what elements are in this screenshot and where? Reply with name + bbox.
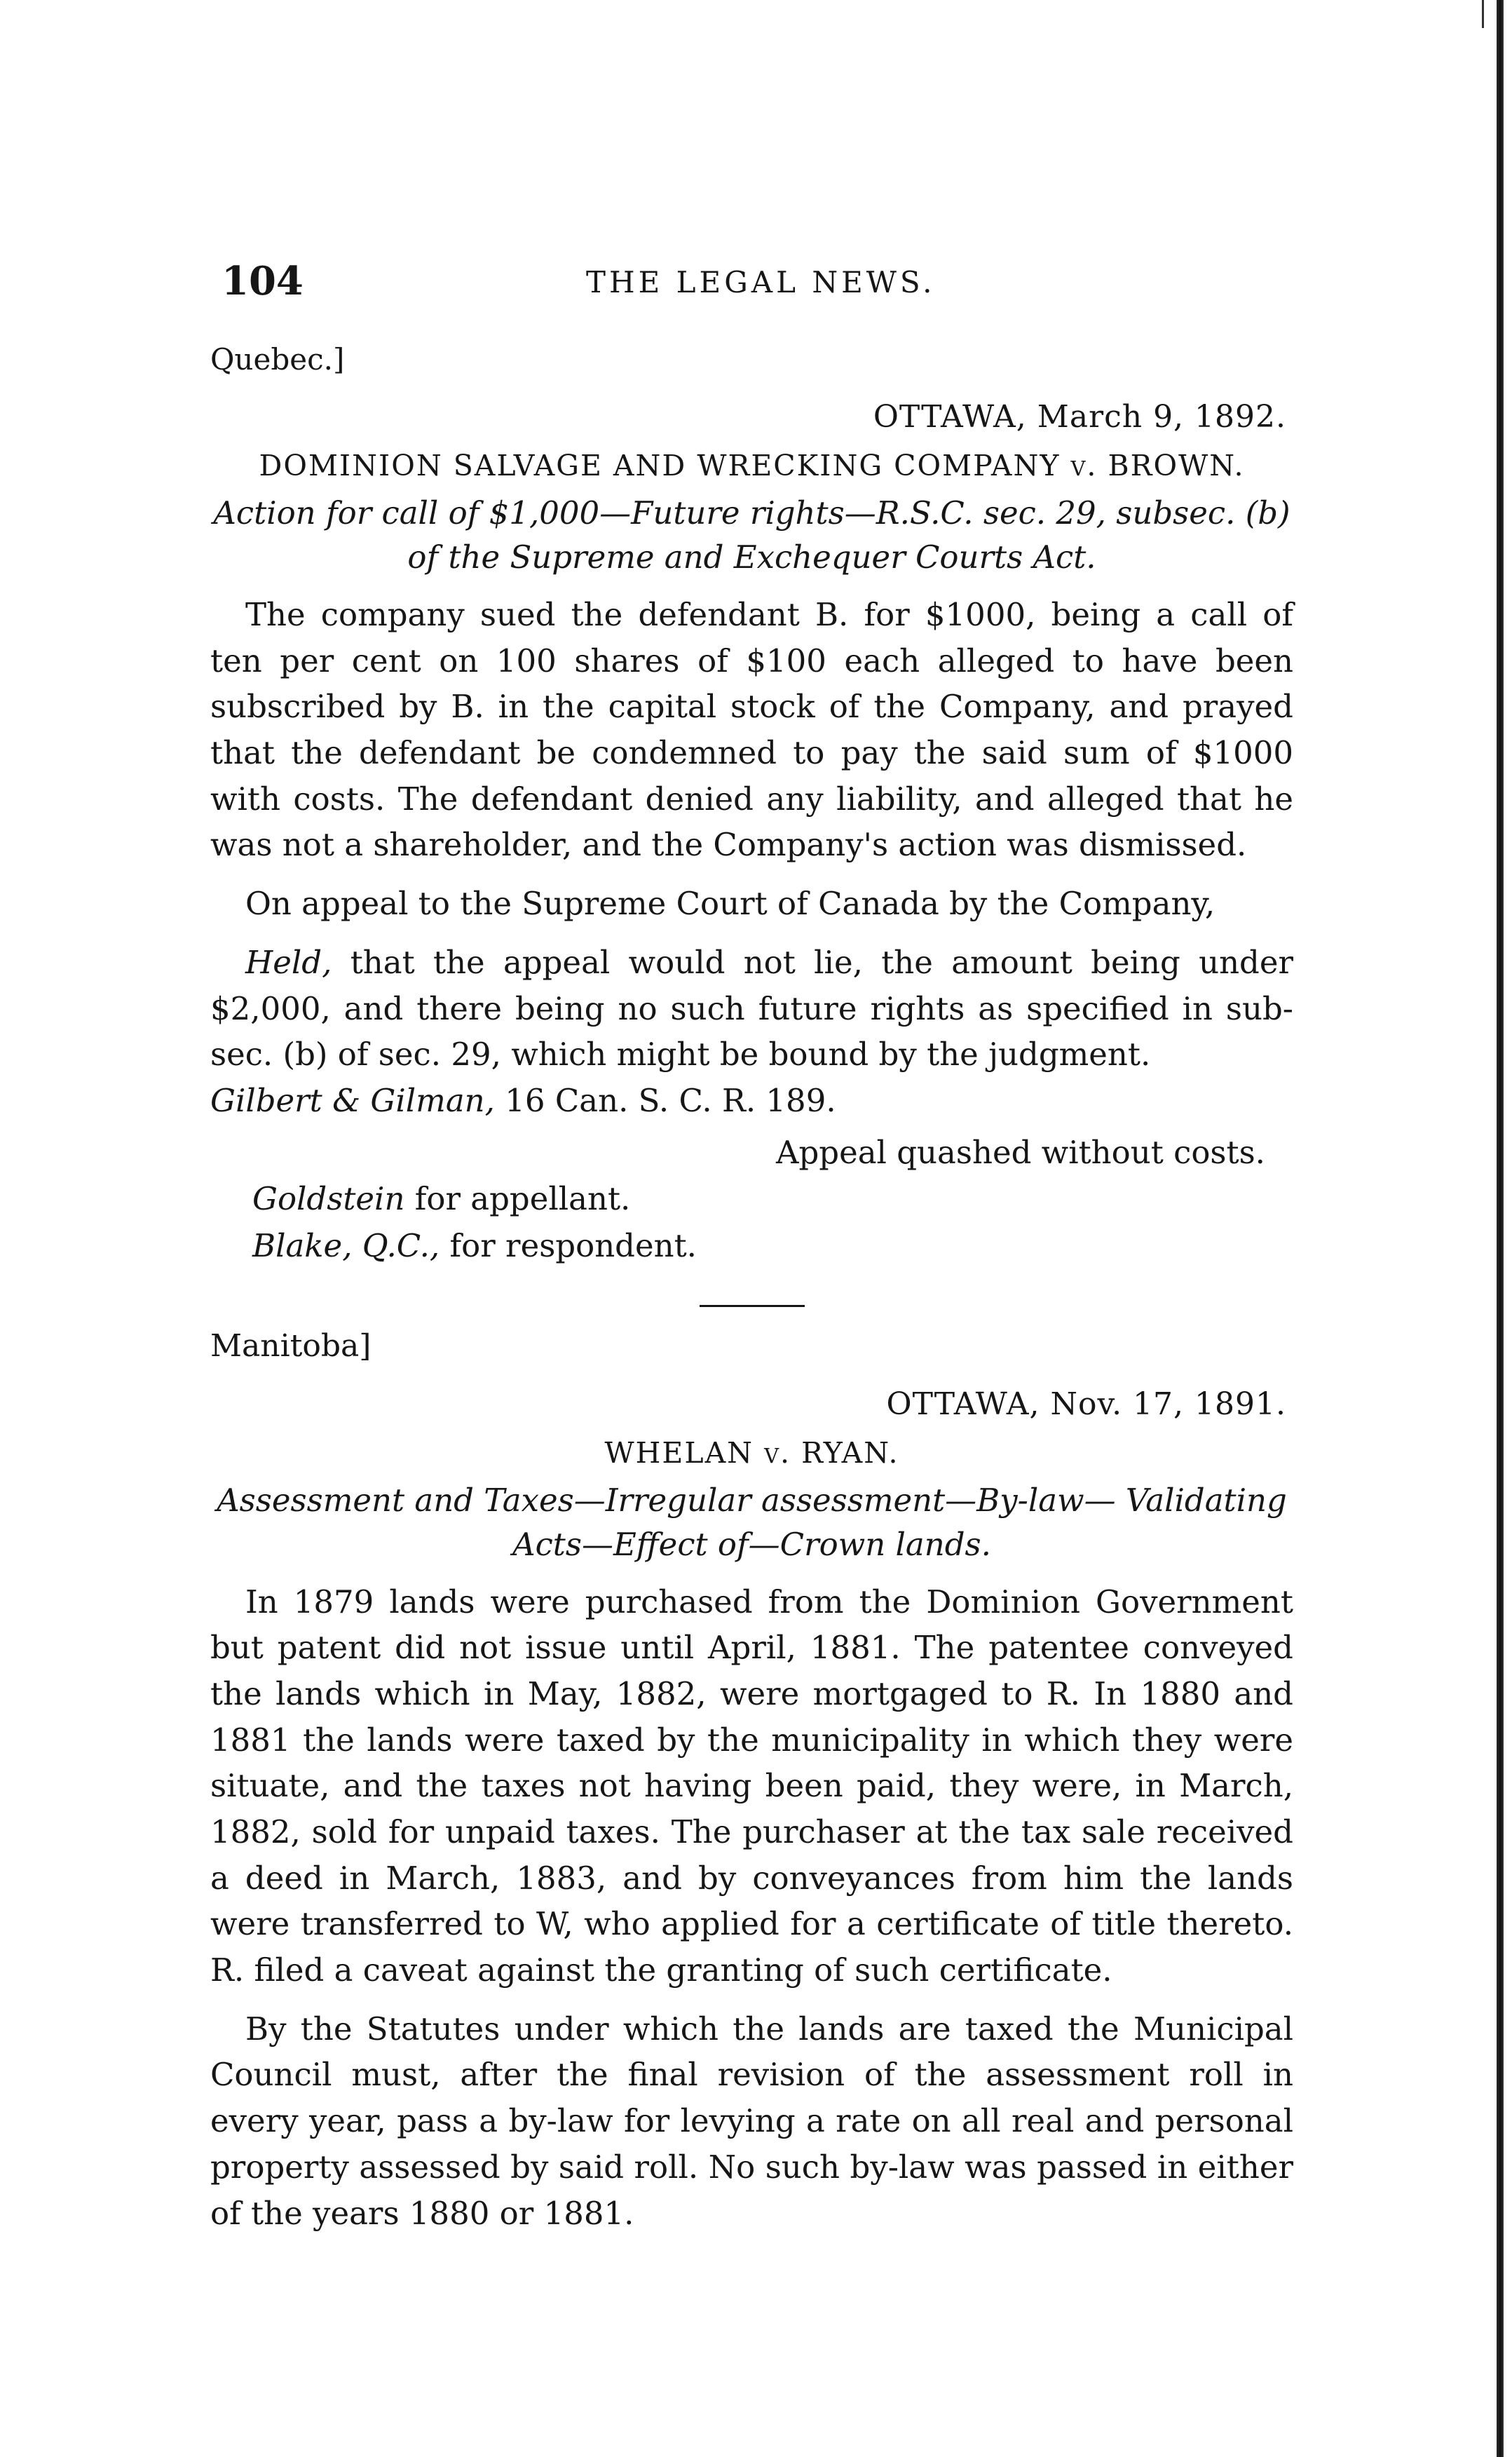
case-title-text: WHELAN v. RYAN. [604,1435,899,1470]
headnote-line: Acts—Effect of—Crown lands. [512,1525,991,1563]
headnote-line: Action for call of $1,000—Future rights—R.S.C. sec. 29, subsec. (b) [213,494,1290,532]
page-content [210,335,1293,2236]
page-number: 104 [222,258,304,304]
citation-case-name: Gilbert & Gilman, [210,1081,495,1119]
facts-paragraph: In 1879 lands were purchased from the Dominion Government but patent did not issue until April, 1881. The patentee conveyed the lands which in May, 1882, were mortgaged to R. In 1880 and 1881 the lands were taxed by the municipality in which they were situate, and the taxes not having been paid, they were, in March, 1882, sold for unpaid taxes. The purchaser at the tax sale received a deed in March, 1883, and by conveyances from him the lands were transferred to W, who applied for a certificate of title thereto. R. filed a caveat against the granting of such certificate. [210,1583,1293,1989]
counsel-role: for respondent. [440,1227,697,1265]
citation-reporter: 16 Can. S. C. R. 189. [494,1081,836,1119]
court-label-quebec: Quebec.] [210,342,345,377]
dateline-case1: OTTAWA, March 9, 1892. [873,399,1286,435]
case-title-whelan-ryan [210,1436,1293,1470]
counsel-role: for appellant. [404,1179,631,1217]
page-header [222,258,1308,314]
headnote-case1 [210,491,1293,579]
headnote-line: Assessment and Taxes—Irregular assessment—By-law— Validating [217,1481,1287,1519]
section-divider [700,1305,805,1307]
headnote-line: of the Supreme and Exchequer Courts Act. [407,539,1096,576]
counsel-appellant [252,1175,1293,1223]
counsel-list [210,1175,1293,1270]
facts-paragraph: The company sued the defendant B. for $1000, being a call of ten per cent on 100 shares of $100 each alleged to have been subscribed by B. in the capital stock of the Company, and prayed that the defendant be condemned to pay the said sum of $1000 with costs. The defendant denied any liability, and alleged that he was not a shareholder, and the Company's action was dismissed. [210,596,1293,864]
statute-paragraph: By the Statutes under which the lands are taxed the Municipal Council must, after the final revision of the assessment roll in every year, pass a by-law for levying a rate on all real and personal property assessed by said roll. No such by-law was passed in either of the years 1880 or 1881. [210,2010,1293,2232]
holding-paragraph [210,940,1293,1078]
counsel-respondent [252,1222,1293,1270]
case-citation [210,1078,1293,1124]
counsel-name: Goldstein [252,1179,405,1217]
disposition: Appeal quashed without costs. [775,1133,1265,1171]
headnote-case2 [210,1478,1293,1566]
case-title-dominion-salvage [210,449,1293,482]
case-title-text: DOMINION SALVAGE AND WRECKING COMPANY v. BROWN. [259,449,1245,482]
running-title: THE LEGAL NEWS. [586,265,936,299]
appeal-paragraph: On appeal to the Supreme Court of Canada by the Company, [245,885,1215,923]
edge-mark [1482,0,1484,28]
court-label-manitoba: Manitoba] [210,1327,372,1364]
held-label: Held, [245,943,332,981]
counsel-name: Blake, Q.C., [252,1227,440,1265]
binding-edge [1497,0,1504,2457]
dateline-case2: OTTAWA, Nov. 17, 1891. [886,1386,1286,1422]
held-text: that the appeal would not lie, the amount being under $2,000, and there being no such future rights as specified in sub-sec. (b) of sec. 29, which might be bound by the judgment. [210,943,1293,1074]
